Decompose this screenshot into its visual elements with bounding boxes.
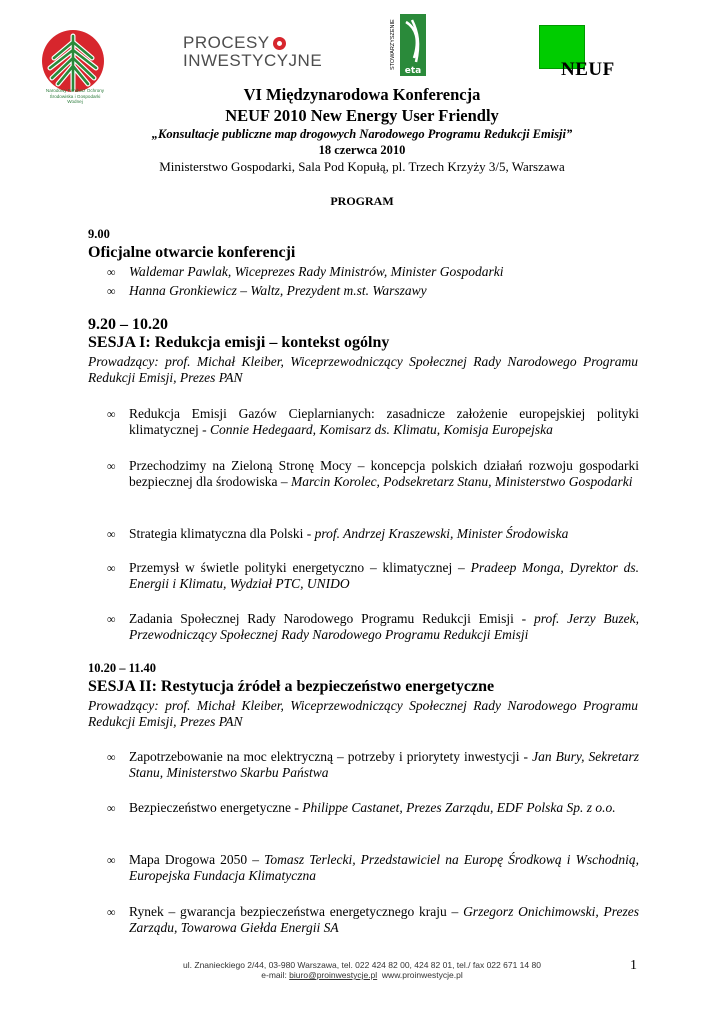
- footer-email-label: e-mail:: [261, 970, 290, 980]
- infinity-bullet-icon: ∞: [107, 905, 116, 919]
- session2-item: [107, 852, 639, 884]
- infinity-bullet-icon: ∞: [107, 750, 116, 764]
- conference-venue: Ministerstwo Gospodarki, Sala Pod Kopułą, pl. Trzech Krzyży 3/5, Warszawa: [159, 159, 565, 174]
- item-topic: Rynek – gwarancja bezpieczeństwa energetycznego kraju –: [129, 904, 464, 919]
- procesy-logo-ring-icon: [273, 37, 286, 50]
- session2-moderator: Prowadzący: prof. Michał Kleiber, Wiceprzewodniczący Społecznej Rady Narodowego Programu Redukcji Emisji, Prezes PAN: [88, 698, 638, 729]
- conference-theme: „Konsultacje publiczne map drogowych Narodowego Programu Redukcji Emisji”: [151, 127, 573, 141]
- item-topic: Przechodzimy na Zieloną Stronę Mocy – koncepcja polskich działań rozwoju gospodarki bezpiecznej dla środowiska –: [129, 458, 639, 489]
- infinity-bullet-icon: ∞: [107, 459, 116, 473]
- footer-website[interactable]: www.proinwestycje.pl: [381, 970, 463, 980]
- session2-item: [107, 749, 639, 781]
- conference-date: 18 czerwca 2010: [318, 143, 406, 157]
- session1-item: [107, 611, 639, 643]
- session1-title: SESJA I: Redukcja emisji – kontekst ogólny: [88, 334, 390, 351]
- session2-title: SESJA II: Restytucja źródeł a bezpieczeństwo energetyczne: [88, 678, 495, 695]
- opening-item-text: Waldemar Pawlak, Wiceprezes Rady Ministrów, Minister Gospodarki: [129, 264, 504, 279]
- page-number: 1: [630, 958, 637, 973]
- conference-title: VI Międzynarodowa Konferencja: [243, 85, 481, 104]
- opening-item: [107, 264, 639, 280]
- opening-item: [107, 283, 639, 299]
- session1-time: 9.20 – 10.20: [88, 316, 168, 333]
- eta-logo-vertical-text: STOWARZYSZENIE: [390, 19, 396, 71]
- item-speaker: Jan Bury, Sekretarz Stanu, Ministerstwo Skarbu Państwa: [129, 749, 639, 780]
- infinity-bullet-icon: ∞: [107, 407, 116, 421]
- infinity-bullet-icon: ∞: [107, 612, 116, 626]
- infinity-bullet-icon: ∞: [107, 801, 116, 815]
- session1-moderator: Prowadzący: prof. Michał Kleiber, Wiceprzewodniczący Społecznej Rady Narodowego Programu Redukcji Emisji, Prezes PAN: [88, 354, 638, 385]
- session2-item: [107, 800, 639, 816]
- session2-item: [107, 904, 639, 936]
- item-speaker: prof. Jerzy Buzek, Przewodniczący Społecznej Rady Narodowego Programu Redukcji Emisji: [129, 611, 639, 642]
- item-speaker: Philippe Castanet, Prezes Zarządu, EDF Polska Sp. z o.o.: [302, 800, 616, 815]
- item-topic: Zadania Społecznej Rady Narodowego Programu Redukcji Emisji -: [129, 611, 534, 626]
- footer-email-link[interactable]: biuro@proinwestycje.pl: [289, 970, 378, 980]
- eta-logo-label: eta: [404, 66, 422, 76]
- neuf-logo-text: NEUF: [561, 59, 615, 80]
- procesy-logo-line1: PROCESY: [183, 33, 270, 52]
- session1-item: [107, 458, 639, 490]
- item-topic: Strategia klimatyczna dla Polski -: [129, 526, 315, 541]
- item-topic: Bezpieczeństwo energetyczne -: [129, 800, 303, 815]
- item-speaker: Pradeep Monga, Dyrektor ds. Energii i Klimatu, Wydział PTC, UNIDO: [129, 560, 640, 591]
- item-topic: Mapa Drogowa 2050 –: [129, 852, 265, 867]
- nfos-logo-caption: Narodowy Fundusz Ochrony Środowiska i Gospodarki Wodnej: [45, 88, 105, 104]
- procesy-logo-line2: INWESTYCYJNE: [183, 51, 323, 70]
- infinity-bullet-icon: ∞: [107, 527, 116, 541]
- session1-item: [107, 406, 639, 438]
- item-topic: Redukcja Emisji Gazów Cieplarnianych: zasadnicze założenie europejskiej polityki klimatycznej -: [129, 406, 639, 437]
- item-speaker: Grzegorz Onichimowski, Prezes Zarządu, Towarowa Giełda Energii SA: [129, 904, 639, 935]
- eta-logo: [394, 14, 428, 76]
- opening-time: 9.00: [88, 227, 110, 241]
- infinity-bullet-icon: ∞: [107, 284, 116, 298]
- opening-title: Oficjalne otwarcie konferencji: [88, 244, 296, 261]
- footer-contact: [0, 970, 724, 980]
- item-speaker: prof. Andrzej Kraszewski, Minister Środowiska: [314, 526, 569, 541]
- conference-subtitle: NEUF 2010 New Energy User Friendly: [225, 106, 499, 125]
- procesy-inwestycyjne-logo: [183, 34, 322, 70]
- session2-time: 10.20 – 11.40: [88, 661, 157, 675]
- item-speaker: Tomasz Terlecki, Przedstawiciel na Europę Środkową i Wschodnią, Europejska Fundacja Klimatyczna: [129, 852, 639, 883]
- item-topic: Zapotrzebowanie na moc elektryczną – potrzeby i priorytety inwestycji -: [129, 749, 533, 764]
- infinity-bullet-icon: ∞: [107, 853, 116, 867]
- infinity-bullet-icon: ∞: [107, 561, 116, 575]
- item-topic: Przemysł w świetle polityki energetyczno – klimatycznej –: [129, 560, 471, 575]
- session1-item: [107, 526, 639, 542]
- footer-address: ul. Znanieckiego 2/44, 03-980 Warszawa, tel. 022 424 82 00, 424 82 01, tel./ fax 022 671 14 80: [183, 960, 541, 970]
- item-speaker: Marcin Korolec, Podsekretarz Stanu, Ministerstwo Gospodarki: [290, 474, 633, 489]
- opening-item-text: Hanna Gronkiewicz – Waltz, Prezydent m.st. Warszawy: [129, 283, 427, 298]
- infinity-bullet-icon: ∞: [107, 265, 116, 279]
- session1-item: [107, 560, 639, 592]
- item-speaker: Connie Hedegaard, Komisarz ds. Klimatu, Komisja Europejska: [209, 422, 553, 437]
- page-footer: [0, 960, 724, 980]
- program-heading: PROGRAM: [330, 194, 394, 208]
